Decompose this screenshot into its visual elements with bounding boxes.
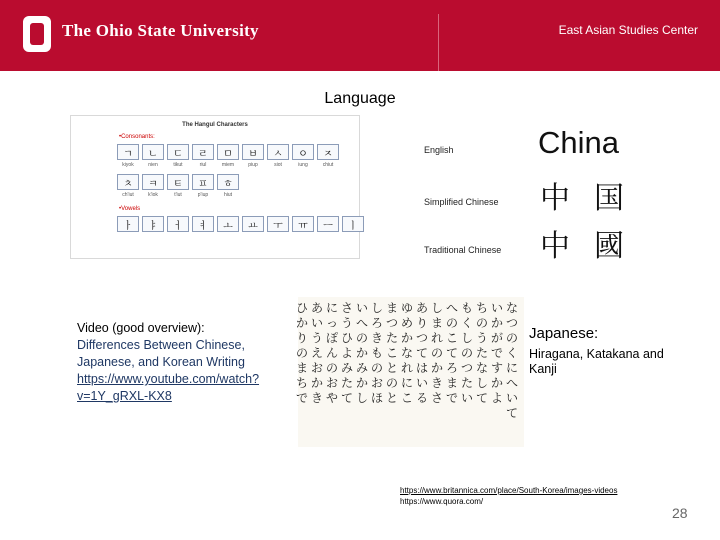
japanese-text-column: ありつてはいる — [416, 301, 429, 405]
hangul-vowel: ㅛ — [242, 216, 264, 232]
source-link-quora[interactable]: https://www.quora.com/ — [400, 497, 484, 506]
hangul-romanization: siot — [274, 162, 282, 168]
china-characters-image — [418, 117, 640, 263]
hangul-vowel: ㅣ — [342, 216, 364, 232]
header-bar — [0, 0, 720, 71]
hangul-vowel: ㅗ — [217, 216, 239, 232]
japanese-text-column: いへのかみかし — [356, 301, 369, 405]
japanese-scripts: Hiragana, Katakana and Kanji — [529, 347, 664, 376]
hangul-romanization: nien — [148, 162, 158, 168]
hangul-consonant: ㅍ — [192, 174, 214, 190]
consonant-row — [117, 144, 339, 160]
japanese-text-column: いかがですかよ — [491, 301, 504, 405]
japanese-handwriting-image — [298, 297, 524, 447]
video-description: Differences Between Chinese, Japanese, and Korean Writing — [77, 338, 245, 369]
traditional-char-1: 中 — [540, 229, 570, 264]
hangul-romanization: chiut — [322, 162, 334, 168]
page-number: 28 — [672, 505, 688, 521]
japanese-text-column: ちのうたなして — [476, 301, 489, 405]
japanese-text-column: しまれのかきさ — [431, 301, 444, 405]
simplified-char-2: 国 — [594, 181, 624, 216]
source-link-britannica[interactable]: https://www.britannica.com/place/South-Korea/images-videos — [400, 486, 618, 495]
hangul-romanization: k'iok — [148, 192, 158, 198]
hangul-vowel: ㅠ — [292, 216, 314, 232]
hangul-vowel: ㅜ — [267, 216, 289, 232]
hangul-romanization: kiyok — [122, 162, 134, 168]
hangul-romanization: t'iut — [174, 192, 182, 198]
consonant-romanization-row — [117, 162, 339, 168]
department-name: East Asian Studies Center — [558, 23, 698, 37]
header-divider — [438, 14, 439, 71]
hangul-romanization: tikut — [173, 162, 183, 168]
english-label: English — [424, 145, 454, 155]
hangul-vowel: ㅑ — [142, 216, 164, 232]
japanese-text-column: ひかりのまちで — [296, 301, 309, 405]
hangul-consonant: ㅁ — [217, 144, 239, 160]
japanese-text-column: もくしのつたい — [461, 301, 474, 405]
hangul-consonant: ㄴ — [142, 144, 164, 160]
china-heading: China — [538, 125, 619, 160]
hangul-consonant: ㅌ — [167, 174, 189, 190]
hangul-consonant: ㅇ — [292, 144, 314, 160]
japanese-text-column: にっぽんのおや — [326, 301, 339, 405]
traditional-char-2: 國 — [594, 229, 624, 264]
video-intro: Video (good overview): — [77, 321, 205, 335]
video-reference — [77, 320, 260, 405]
slide-title: Language — [324, 90, 396, 107]
hangul-vowel: ㅡ — [317, 216, 339, 232]
consonants-label: •Consonants: — [119, 134, 155, 140]
consonant-romanization-row — [117, 192, 239, 198]
hangul-consonant: ㅅ — [267, 144, 289, 160]
hangul-consonant: ㅊ — [117, 174, 139, 190]
osu-block-o-logo — [23, 16, 51, 52]
simplified-label: Simplified Chinese — [424, 197, 499, 207]
japanese-text-column: あいうえおかき — [311, 301, 324, 405]
hangul-chart-image — [70, 115, 360, 259]
japanese-text-column: へのこてろまで — [446, 301, 459, 405]
hangul-consonant: ㅎ — [217, 174, 239, 190]
consonant-row — [117, 174, 239, 190]
hangul-vowel: ㅓ — [167, 216, 189, 232]
video-link[interactable]: https://www.youtube.com/watch?v=1Y_gRXL-KX8 — [77, 372, 260, 403]
hangul-consonant: ㄱ — [117, 144, 139, 160]
hangul-chart-title: The Hangul Characters — [182, 122, 248, 128]
hangul-romanization: ch'iut — [122, 192, 134, 198]
simplified-char-1: 中 — [540, 181, 570, 216]
traditional-label: Traditional Chinese — [424, 245, 502, 255]
japanese-text-column: ゆめかなれにこ — [401, 301, 414, 405]
hangul-consonant: ㅈ — [317, 144, 339, 160]
hangul-romanization: piup — [248, 162, 258, 168]
hangul-romanization: riul — [199, 162, 207, 168]
japanese-heading: Japanese: — [529, 325, 599, 342]
japanese-text-column: さうひよみたて — [341, 301, 354, 405]
hangul-romanization: miem — [221, 162, 235, 168]
hangul-consonant: ㄹ — [192, 144, 214, 160]
hangul-vowel: ㅕ — [192, 216, 214, 232]
university-name: The Ohio State University — [62, 21, 259, 40]
hangul-romanization: hiut — [223, 192, 233, 198]
hangul-consonant: ㅂ — [242, 144, 264, 160]
vowel-row — [117, 216, 364, 232]
hangul-romanization: iung — [298, 162, 308, 168]
vowels-label: •Vowels — [119, 206, 141, 212]
japanese-text-column: しろきものおほ — [371, 301, 384, 405]
hangul-romanization: p'iup — [197, 192, 209, 198]
hangul-vowel: ㅏ — [117, 216, 139, 232]
japanese-text-column: なつのくにへいて — [506, 301, 519, 420]
hangul-consonant: ㅋ — [142, 174, 164, 190]
japanese-text-column: まつたことのと — [386, 301, 399, 405]
hangul-consonant: ㄷ — [167, 144, 189, 160]
